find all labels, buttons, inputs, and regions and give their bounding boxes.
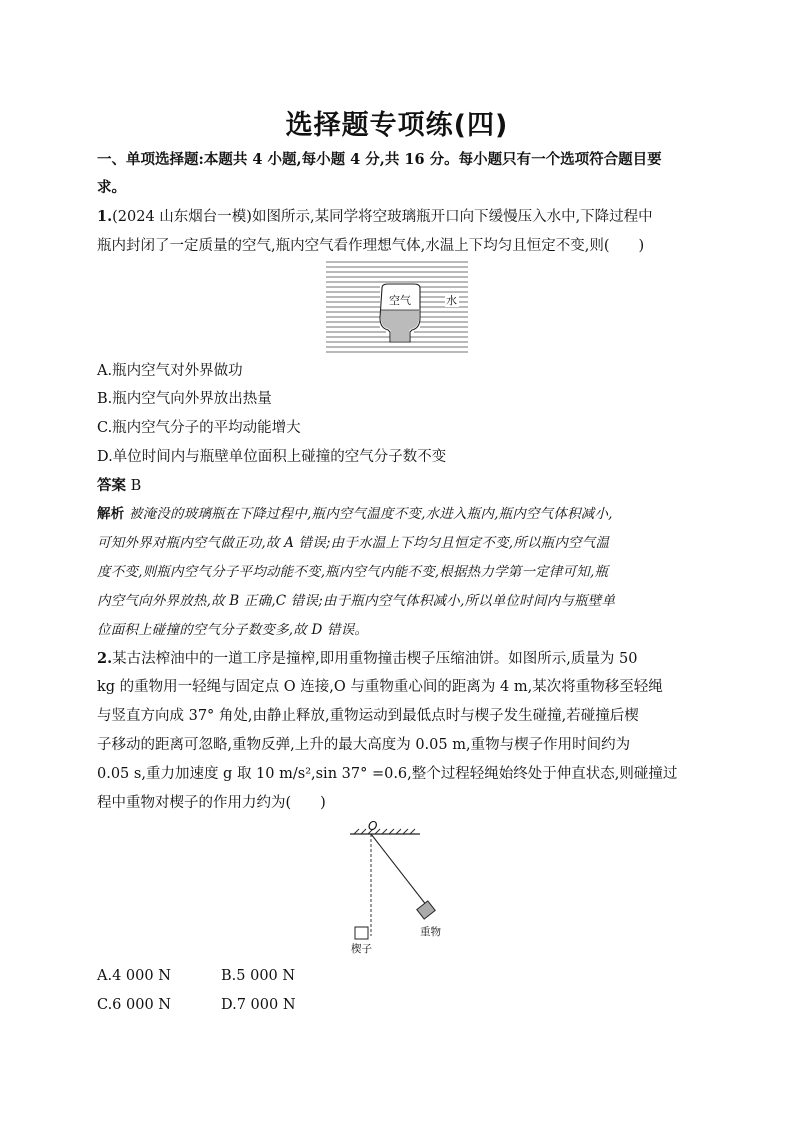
air-label: 空气 [389,294,411,307]
q2-stem-line-6: 程中重物对楔子的作用力约为( ) [97,795,326,811]
q2-option-a: A.4 000 N [97,968,171,984]
q2-text-1: 某古法榨油中的一道工序是撞榨,即用重物撞击楔子压缩油饼。如图所示,质量为 50 [112,651,638,667]
weight-label: 重物 [420,926,441,938]
bottle-in-water-figure [322,258,472,356]
q2-option-b: B.5 000 N [221,968,296,984]
wedge-block [355,927,368,939]
answer-value: B [130,478,142,494]
pendulum-figure [340,818,460,960]
explanation-label: 解析 [97,506,125,522]
q2-option-c: C.6 000 N [97,997,171,1013]
q1-option-b: B.瓶内空气向外界放出热量 [97,391,272,407]
q2-option-d: D.7 000 N [221,997,296,1013]
pivot-label: O [368,819,378,833]
ceiling-hatch [354,829,415,834]
q1-number: 1. [97,208,113,225]
q1-explanation-line-2: 可知外界对瓶内空气做正功,故 A 错误;由于水温上下均匀且恒定不变,所以瓶内空气温 [97,535,610,551]
q1-option-d: D.单位时间内与瓶壁单位面积上碰撞的空气分子数不变 [97,449,447,465]
q1-answer [97,476,141,496]
page-title: 选择题专项练(四) [285,110,509,141]
q1-option-c: C.瓶内空气分子的平均动能增大 [97,420,301,436]
section-heading-line-1: 一、单项选择题:本题共 4 小题,每小题 4 分,共 16 分。每小题只有一个选项符合题目要 [97,151,662,168]
wedge-label: 楔子 [351,943,372,955]
weight-block [417,901,435,919]
q1-explanation-line-1 [97,504,613,524]
q2-stem-line-2: kg 的重物用一轻绳与固定点 O 连接,O 与重物重心间的距离为 4 m,某次将重物移至轻绳 [97,679,663,695]
q1-explanation-line-4: 内空气向外界放热,故 B 正确,C 错误;由于瓶内空气体积减小,所以单位时间内与瓶壁单 [97,593,616,609]
q1-explanation-line-3: 度不变,则瓶内空气分子平均动能不变,瓶内空气内能不变,根据热力学第一定律可知,瓶 [97,564,609,580]
explanation-text-1: 被淹没的玻璃瓶在下降过程中,瓶内空气温度不变,水进入瓶内,瓶内空气体积减小, [128,506,613,522]
q2-stem-line-1 [97,649,637,669]
q1-explanation-line-5: 位面积上碰撞的空气分子数变多,故 D 错误。 [97,622,369,638]
q2-stem-line-5: 0.05 s,重力加速度 g 取 10 m/s²,sin 37° =0.6,整个过程轻绳始终处于伸直状态,则碰撞过 [97,766,678,782]
q2-stem-line-3: 与竖直方向成 37° 角处,由静止释放,重物运动到最低点时与楔子发生碰撞,若碰撞后楔 [97,708,639,724]
q2-number: 2. [97,650,113,667]
rope-line [371,834,427,906]
answer-label: 答案 [97,477,126,494]
water-in-bottle [381,310,419,341]
q1-text-1: (2024 山东烟台一模)如图所示,某同学将空玻璃瓶开口向下缓慢压入水中,下降过程中 [112,209,653,225]
section-heading-line-2: 求。 [97,179,126,196]
q1-stem-line-1 [97,207,653,227]
q1-option-a: A.瓶内空气对外界做功 [97,363,243,379]
q2-stem-line-4: 子移动的距离可忽略,重物反弹,上升的最大高度为 0.05 m,重物与楔子作用时间约为 [97,737,631,753]
water-label: 水 [446,294,457,307]
q1-stem-line-2: 瓶内封闭了一定质量的空气,瓶内空气看作理想气体,水温上下均匀且恒定不变,则( ) [97,238,645,254]
